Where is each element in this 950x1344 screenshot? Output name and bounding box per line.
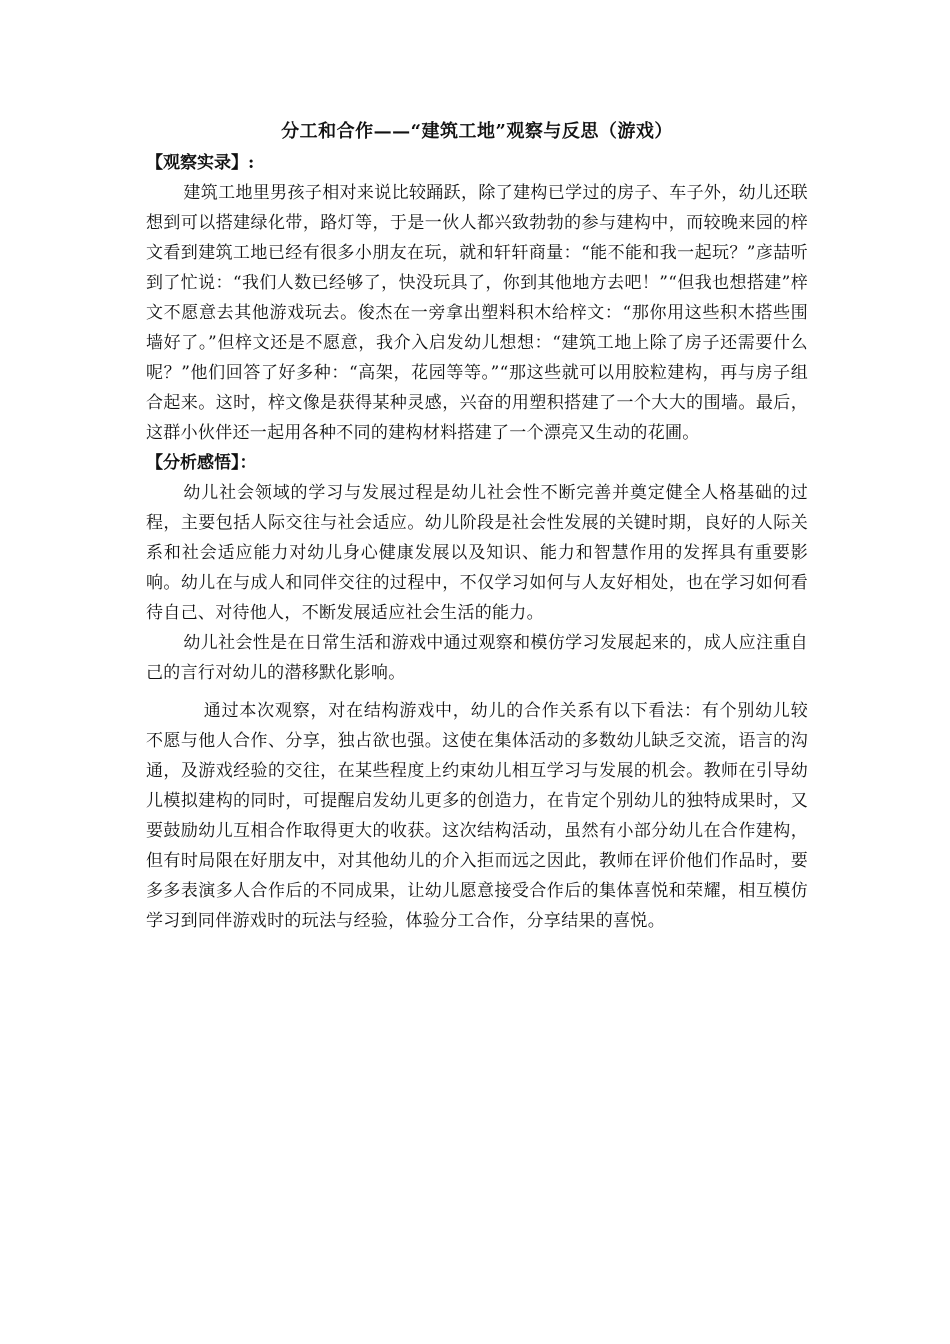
analysis-heading: 【分析感悟】： [146,453,257,473]
observation-heading: 【观察实录】: [146,153,255,173]
observation-paragraph: 建筑工地里男孩子相对来说比较踊跃，除了建构已学过的房子、车子外，幼儿还联想到可以搭建绿化带，路灯等，于是一伙人都兴致勃勃的参与建构中，而较晚来园的梓文看到建筑工地已经有很多小朋友在玩，就和轩轩商量：“能不能和我一起玩？”彦喆听到了忙说：“我们人数已经够了，快没玩具了，你到其他地方去吧！”“但我也想搭建”梓文不愿意去其他游戏玩去。俊杰在一旁拿出塑料积木给梓文：“那你用这些积木搭些围墙好了。”但梓文还是不愿意，我介入启发幼儿想想：“建筑工地上除了房子还需要什么呢？”他们回答了好多种：“高架，花园等等。”“那这些就可以用胶粒建构，再与房子组合起来。这时，梓文像是获得某种灵感，兴奋的用塑积搭建了一个大大的围墙。最后，这群小伙伴还一起用各种不同的建构材料搭建了一个漂亮又生动的花圃。 [146,183,808,443]
analysis-paragraph-2: 幼儿社会性是在日常生活和游戏中通过观察和模仿学习发展起来的，成人应注重自己的言行对幼儿的潜移默化影响。 [146,633,808,683]
analysis-paragraph-1: 幼儿社会领域的学习与发展过程是幼儿社会性不断完善并奠定健全人格基础的过程，主要包括人际交往与社会适应。幼儿阶段是社会性发展的关键时期，良好的人际关系和社会适应能力对幼儿身心健康发展以及知识、能力和智慧作用的发挥具有重要影响。幼儿在与成人和同伴交往的过程中，不仅学习如何与人友好相处，也在学习如何看待自己、对待他人，不断发展适应社会生活的能力。 [146,483,808,623]
analysis-paragraph-3: 通过本次观察，对在结构游戏中，幼儿的合作关系有以下看法：有个别幼儿较不愿与他人合作、分享，独占欲也强。这使在集体活动的多数幼儿缺乏交流，语言的沟通，及游戏经验的交往，在某些程度上约束幼儿相互学习与发展的机会。教师在引导幼儿模拟建构的同时，可提醒启发幼儿更多的创造力，在肯定个别幼儿的独特成果时，又要鼓励幼儿互相合作取得更大的收获。这次结构活动，虽然有小部分幼儿在合作建构，但有时局限在好朋友中，对其他幼儿的介入拒而远之因此，教师在评价他们作品时，要多多表演多人合作后的不同成果，让幼儿愿意接受合作后的集体喜悦和荣耀，相互模仿学习到同伴游戏时的玩法与经验，体验分工合作，分享结果的喜悦。 [146,701,808,931]
document-title: 分工和合作——“建筑工地”观察与反思（游戏） [281,121,673,142]
document-page [146,118,808,936]
